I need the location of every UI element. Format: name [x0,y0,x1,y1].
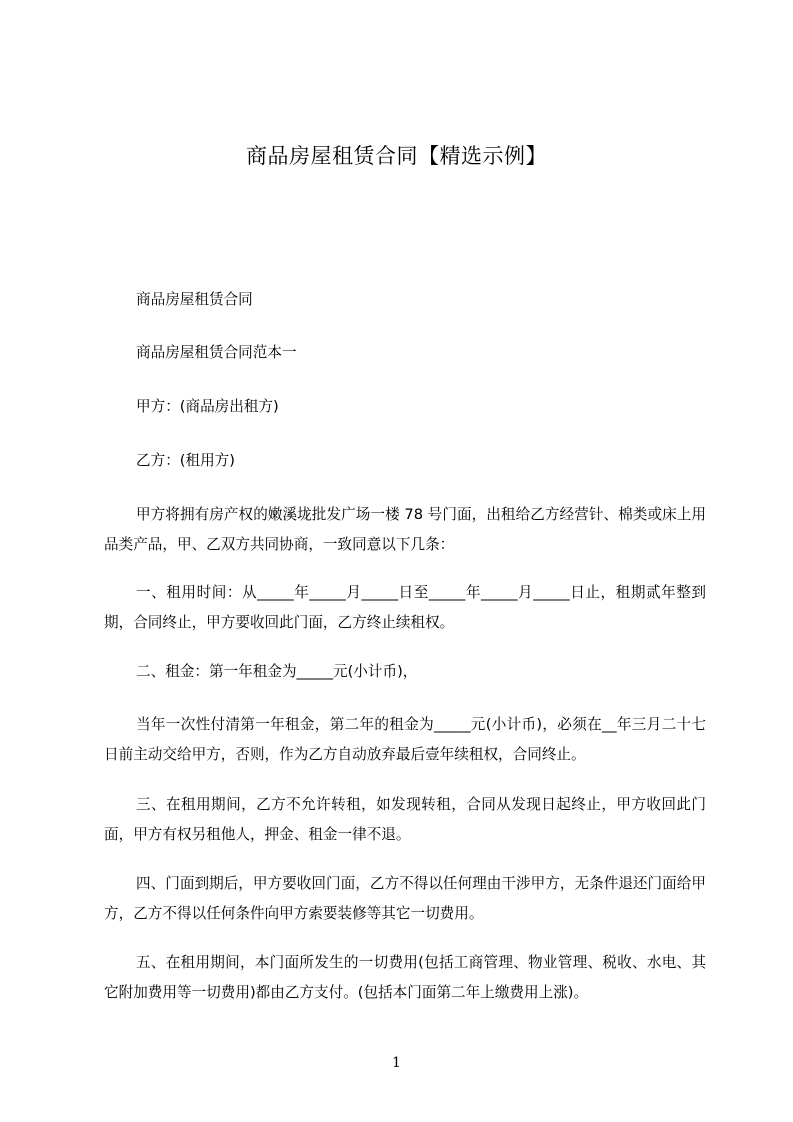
paragraph-clause-3: 三、在租用期间，乙方不允许转租，如发现转租，合同从发现日起终止，甲方收回此门面，甲方有权另租他人，押金、租金一律不退。 [104,796,706,843]
paragraph-clause-2: 二、租金：第一年租金为_____元(小计币)， [136,663,418,680]
paragraph-party-b: 乙方：(租用方) [136,452,235,469]
document-title: 商品房屋租赁合同【精选示例】 [246,144,547,168]
paragraph-subheading: 商品房屋租赁合同范本一 [136,344,297,361]
paragraph-heading: 商品房屋租赁合同 [136,291,253,308]
paragraph-intro: 甲方将拥有房产权的嫩溪垅批发广场一楼 78 号门面，出租给乙方经营针、棉类或床上用品类产品，甲、乙双方共同协商，一致同意以下几条： [104,506,706,553]
paragraph-clause-1: 一、租用时间：从_____年_____月_____日至_____年_____月_____日止，租期贰年整到期，合同终止，甲方要收回此门面，乙方终止续租权。 [104,584,706,631]
paragraph-clause-5: 五、在租用期间，本门面所发生的一切费用(包括工商管理、物业管理、税收、水电、其它附加费用等一切费用)都由乙方支付。(包括本门面第二年上缴费用上涨)。 [104,954,706,1001]
paragraph-party-a: 甲方：(商品房出租方) [136,398,279,415]
page-number: 1 [392,1055,401,1071]
paragraph-clause-4: 四、门面到期后，甲方要收回门面，乙方不得以任何理由干涉甲方，无条件退还门面给甲方，乙方不得以任何条件向甲方索要装修等其它一切费用。 [104,875,706,922]
paragraph-clause-2-detail: 当年一次性付清第一年租金，第二年的租金为_____元(小计币)，必须在__年三月二十七日前主动交给甲方，否则，作为乙方自动放弃最后壹年续租权，合同终止。 [104,716,706,763]
